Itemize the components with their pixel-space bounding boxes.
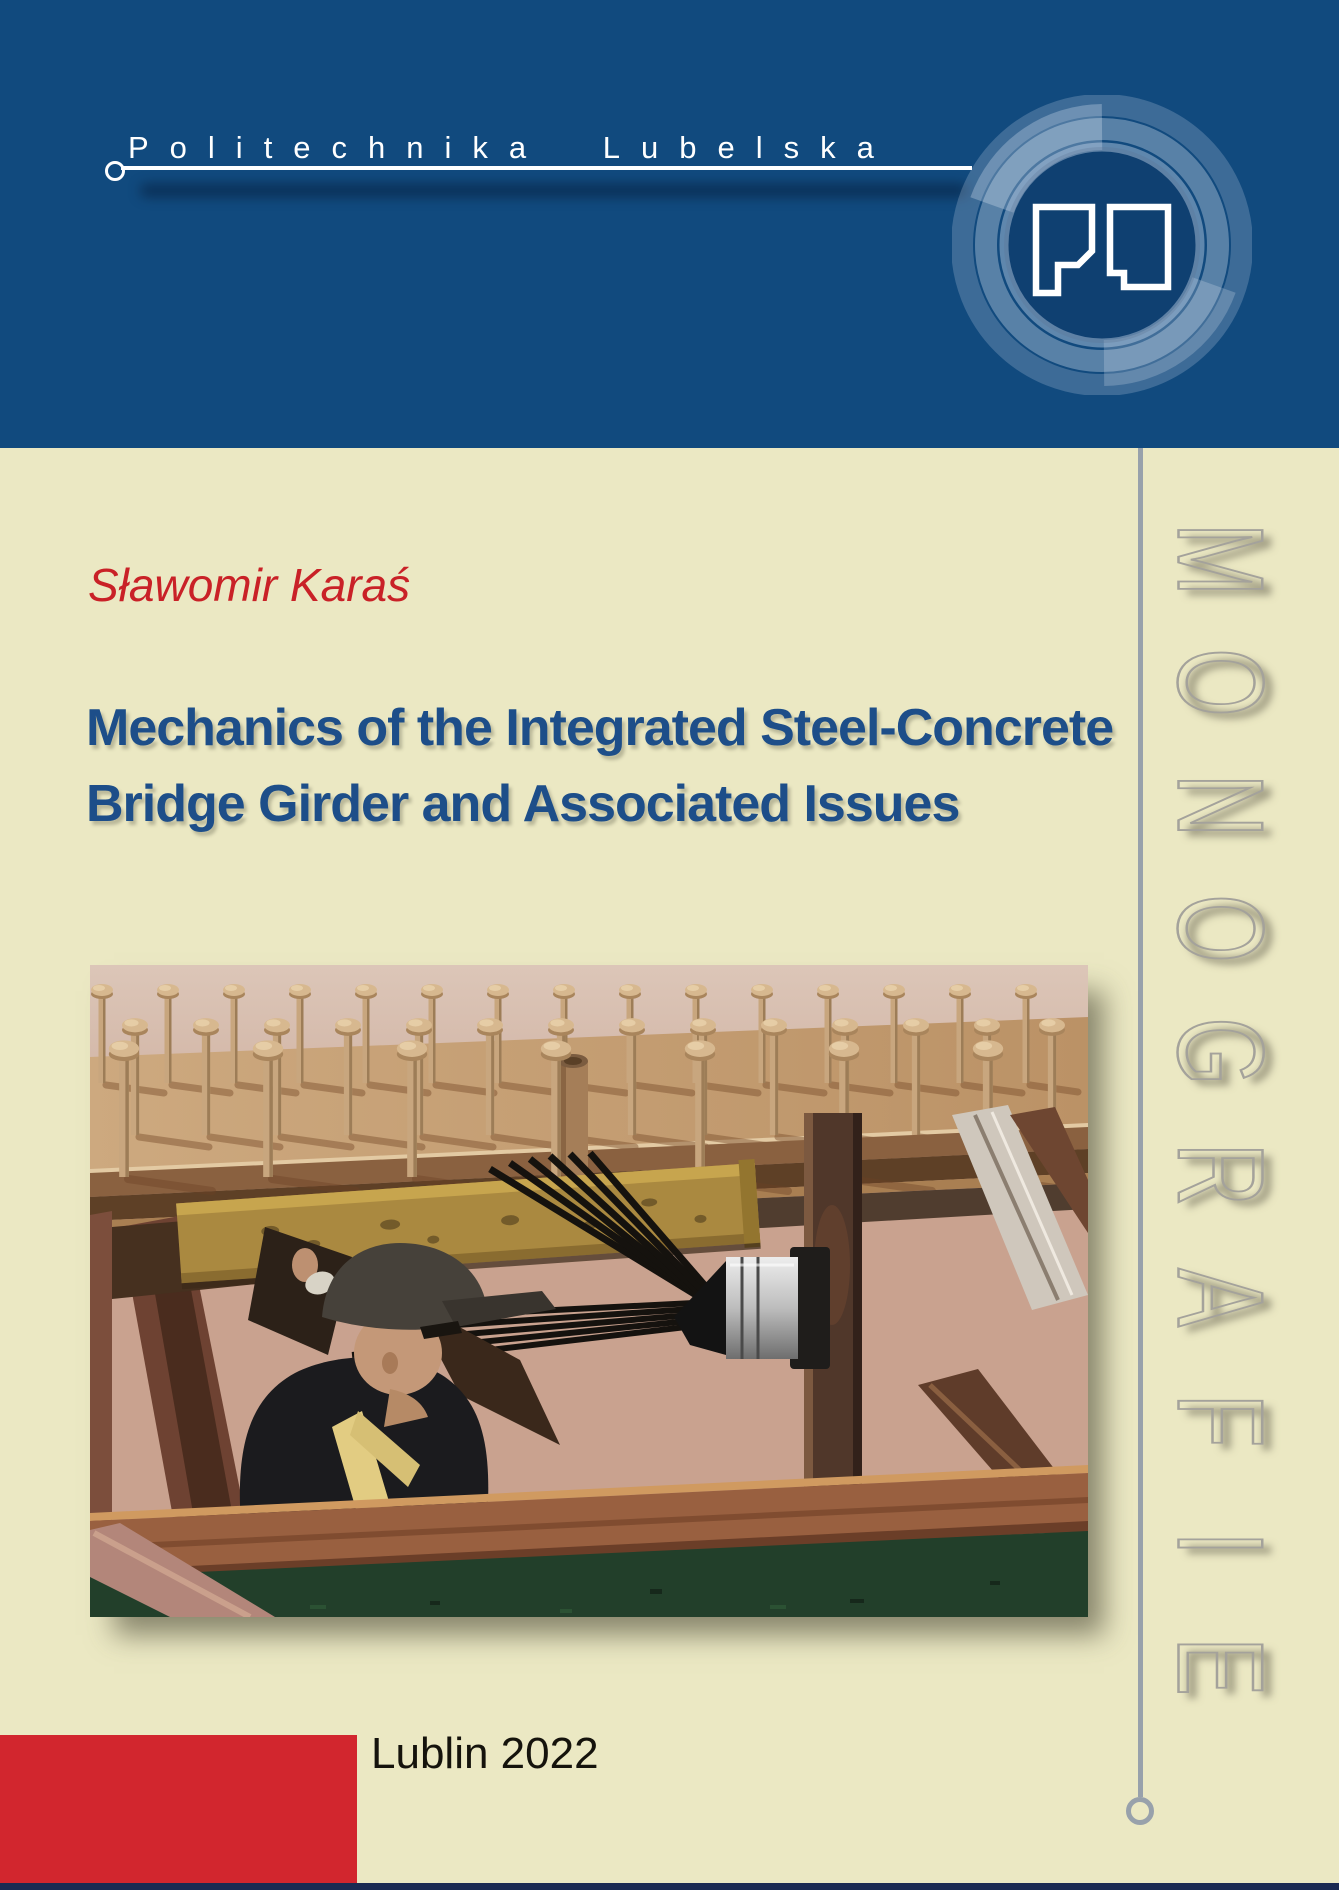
series-letter: O	[1153, 894, 1289, 963]
series-letter: O	[1153, 648, 1289, 717]
author-name: Sławomir Karaś	[88, 559, 411, 611]
book-title-line-2: Bridge Girder and Associated Issues	[86, 775, 960, 833]
header-rule	[121, 166, 972, 170]
series-letter: A	[1153, 1268, 1289, 1327]
book-title-line-1: Mechanics of the Integrated Steel-Concrete	[86, 699, 1114, 757]
book-title	[86, 690, 1113, 842]
series-vertical-title	[1153, 498, 1289, 1728]
bridge-girder-construction-photo	[90, 965, 1088, 1617]
series-letter: F	[1153, 1393, 1289, 1448]
header-band	[0, 0, 1339, 448]
imprint-city-year: Lublin 2022	[371, 1729, 599, 1778]
series-letter: N	[1153, 773, 1289, 838]
series-letter: M	[1153, 522, 1289, 597]
series-letter: E	[1153, 1637, 1289, 1696]
series-rail-line	[1138, 448, 1143, 1797]
header-rule-shadow	[140, 184, 968, 197]
politechnika-lubelska-logo-icon	[952, 95, 1252, 395]
red-accent-block	[0, 1735, 357, 1890]
series-letter: G	[1153, 1017, 1289, 1086]
rule-end-ring-icon	[105, 161, 125, 181]
series-rail-end-ring-icon	[1126, 1797, 1154, 1825]
cover-photo	[90, 965, 1088, 1617]
series-letter: I	[1153, 1531, 1289, 1556]
bottom-edge-strip	[0, 1883, 1339, 1890]
university-name: Politechnika Lubelska	[128, 130, 895, 165]
series-letter: R	[1153, 1142, 1289, 1207]
